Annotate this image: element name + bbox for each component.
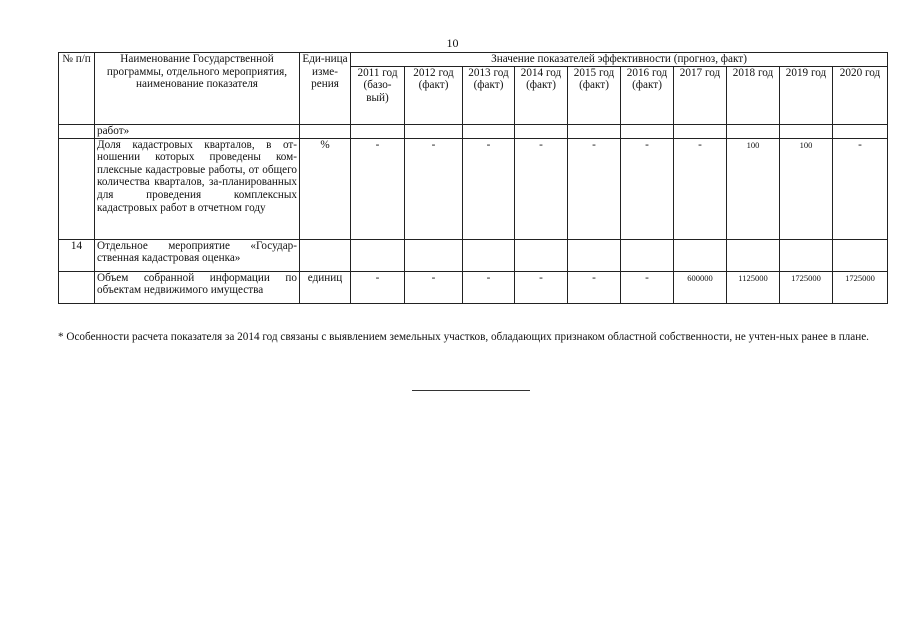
row-value: - [515, 138, 568, 239]
header-year: 2019 год [780, 66, 833, 124]
row-value: - [621, 138, 674, 239]
header-year: 2014 год (факт) [515, 66, 568, 124]
row-value: 1725000 [833, 271, 888, 303]
row-unit [300, 239, 351, 271]
header-year: 2018 год [727, 66, 780, 124]
row-value: - [463, 138, 515, 239]
end-rule [412, 390, 530, 391]
header-year: 2017 год [674, 66, 727, 124]
row-name: Отдельное мероприятие «Государ-ственная кадастровая оценка» [95, 239, 300, 271]
row-value [463, 124, 515, 138]
row-value: 100 [780, 138, 833, 239]
row-value [515, 239, 568, 271]
row-value [405, 124, 463, 138]
row-value: 1725000 [780, 271, 833, 303]
footnote: * Особенности расчета показателя за 2014 год связаны с выявлением земельных участков, обладающих признаком областной собственности, не учтен-ных ранее в плане. [58, 331, 869, 343]
row-value: - [405, 138, 463, 239]
row-value [833, 239, 888, 271]
row-value: 1125000 [727, 271, 780, 303]
row-value [727, 124, 780, 138]
row-value [405, 239, 463, 271]
header-year: 2011 год (базо-вый) [351, 66, 405, 124]
row-num [59, 138, 95, 239]
header-year: 2012 год (факт) [405, 66, 463, 124]
row-value [463, 239, 515, 271]
row-value [351, 239, 405, 271]
row-value: - [405, 271, 463, 303]
row-value: - [833, 138, 888, 239]
row-value [515, 124, 568, 138]
row-value [674, 239, 727, 271]
row-value [833, 124, 888, 138]
indicator-table [58, 52, 888, 304]
row-value [780, 124, 833, 138]
row-unit: % [300, 138, 351, 239]
page-number: 10 [446, 36, 459, 50]
row-num [59, 124, 95, 138]
row-value: - [351, 271, 405, 303]
header-year: 2015 год (факт) [568, 66, 621, 124]
row-value: - [568, 138, 621, 239]
row-value: - [621, 271, 674, 303]
header-unit: Еди-ница изме-рения [300, 53, 351, 125]
row-unit [300, 124, 351, 138]
row-value [621, 239, 674, 271]
row-value [568, 124, 621, 138]
row-name: Объем собранной информации по объектам недвижимого имущества [95, 271, 300, 303]
row-value [351, 124, 405, 138]
row-value: - [674, 138, 727, 239]
row-value: 100 [727, 138, 780, 239]
row-name: работ» [95, 124, 300, 138]
row-value [727, 239, 780, 271]
table-row [59, 239, 888, 271]
table-row [59, 124, 888, 138]
row-name: Доля кадастровых кварталов, в от-ношении которых проведены ком-плексные кадастровые работы, от общего количества кварталов, за-планированных для проведения комплексных кадастровых работ в отчетном году [95, 138, 300, 239]
row-value: - [351, 138, 405, 239]
row-num: 14 [59, 239, 95, 271]
row-value [780, 239, 833, 271]
row-unit: единиц [300, 271, 351, 303]
row-value: - [568, 271, 621, 303]
row-value [674, 124, 727, 138]
table-row [59, 271, 888, 303]
row-value [568, 239, 621, 271]
row-value: - [515, 271, 568, 303]
row-value: 600000 [674, 271, 727, 303]
header-year: 2013 год (факт) [463, 66, 515, 124]
header-year: 2020 год [833, 66, 888, 124]
table-row [59, 138, 888, 239]
row-value [621, 124, 674, 138]
header-group: Значение показателей эффективности (прогноз, факт) [351, 53, 888, 67]
row-value: - [463, 271, 515, 303]
header-name: Наименование Государственной программы, отдельного мероприятия, наименование показателя [95, 53, 300, 125]
header-num: № п/п [59, 53, 95, 125]
row-num [59, 271, 95, 303]
header-year: 2016 год (факт) [621, 66, 674, 124]
